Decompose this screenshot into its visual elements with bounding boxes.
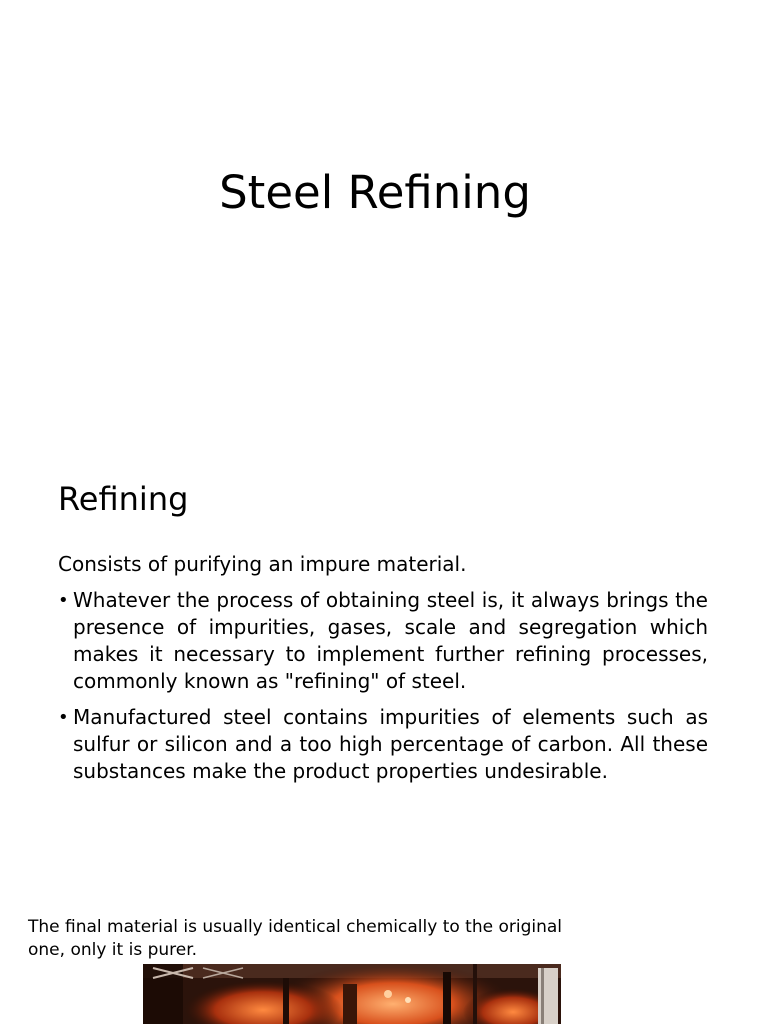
steel-mill-photo: [143, 964, 561, 1024]
bullet-item: [58, 704, 708, 785]
bullet-icon: •: [58, 590, 69, 611]
slide-title: Steel Refining: [219, 166, 531, 219]
bullet-icon: •: [58, 707, 69, 728]
steel-mill-photo-art: [143, 964, 561, 1024]
section-heading: Refining: [58, 480, 189, 518]
bullet-list: [58, 587, 708, 794]
image-caption: The final material is usually identical chemically to the original one, only it is purer.: [28, 917, 563, 960]
intro-text: Consists of purifying an impure material.: [58, 552, 467, 576]
bullet-item: [58, 587, 708, 695]
bullet-text: Whatever the process of obtaining steel is, it always brings the presence of impurities, gases, scale and segregation which makes it necessary to implement further refining processes, commonly known as "refining" of steel.: [73, 588, 708, 693]
bullet-text: Manufactured steel contains impurities of elements such as sulfur or silicon and a too high percentage of carbon. All these substances make the product properties undesirable.: [73, 705, 708, 783]
